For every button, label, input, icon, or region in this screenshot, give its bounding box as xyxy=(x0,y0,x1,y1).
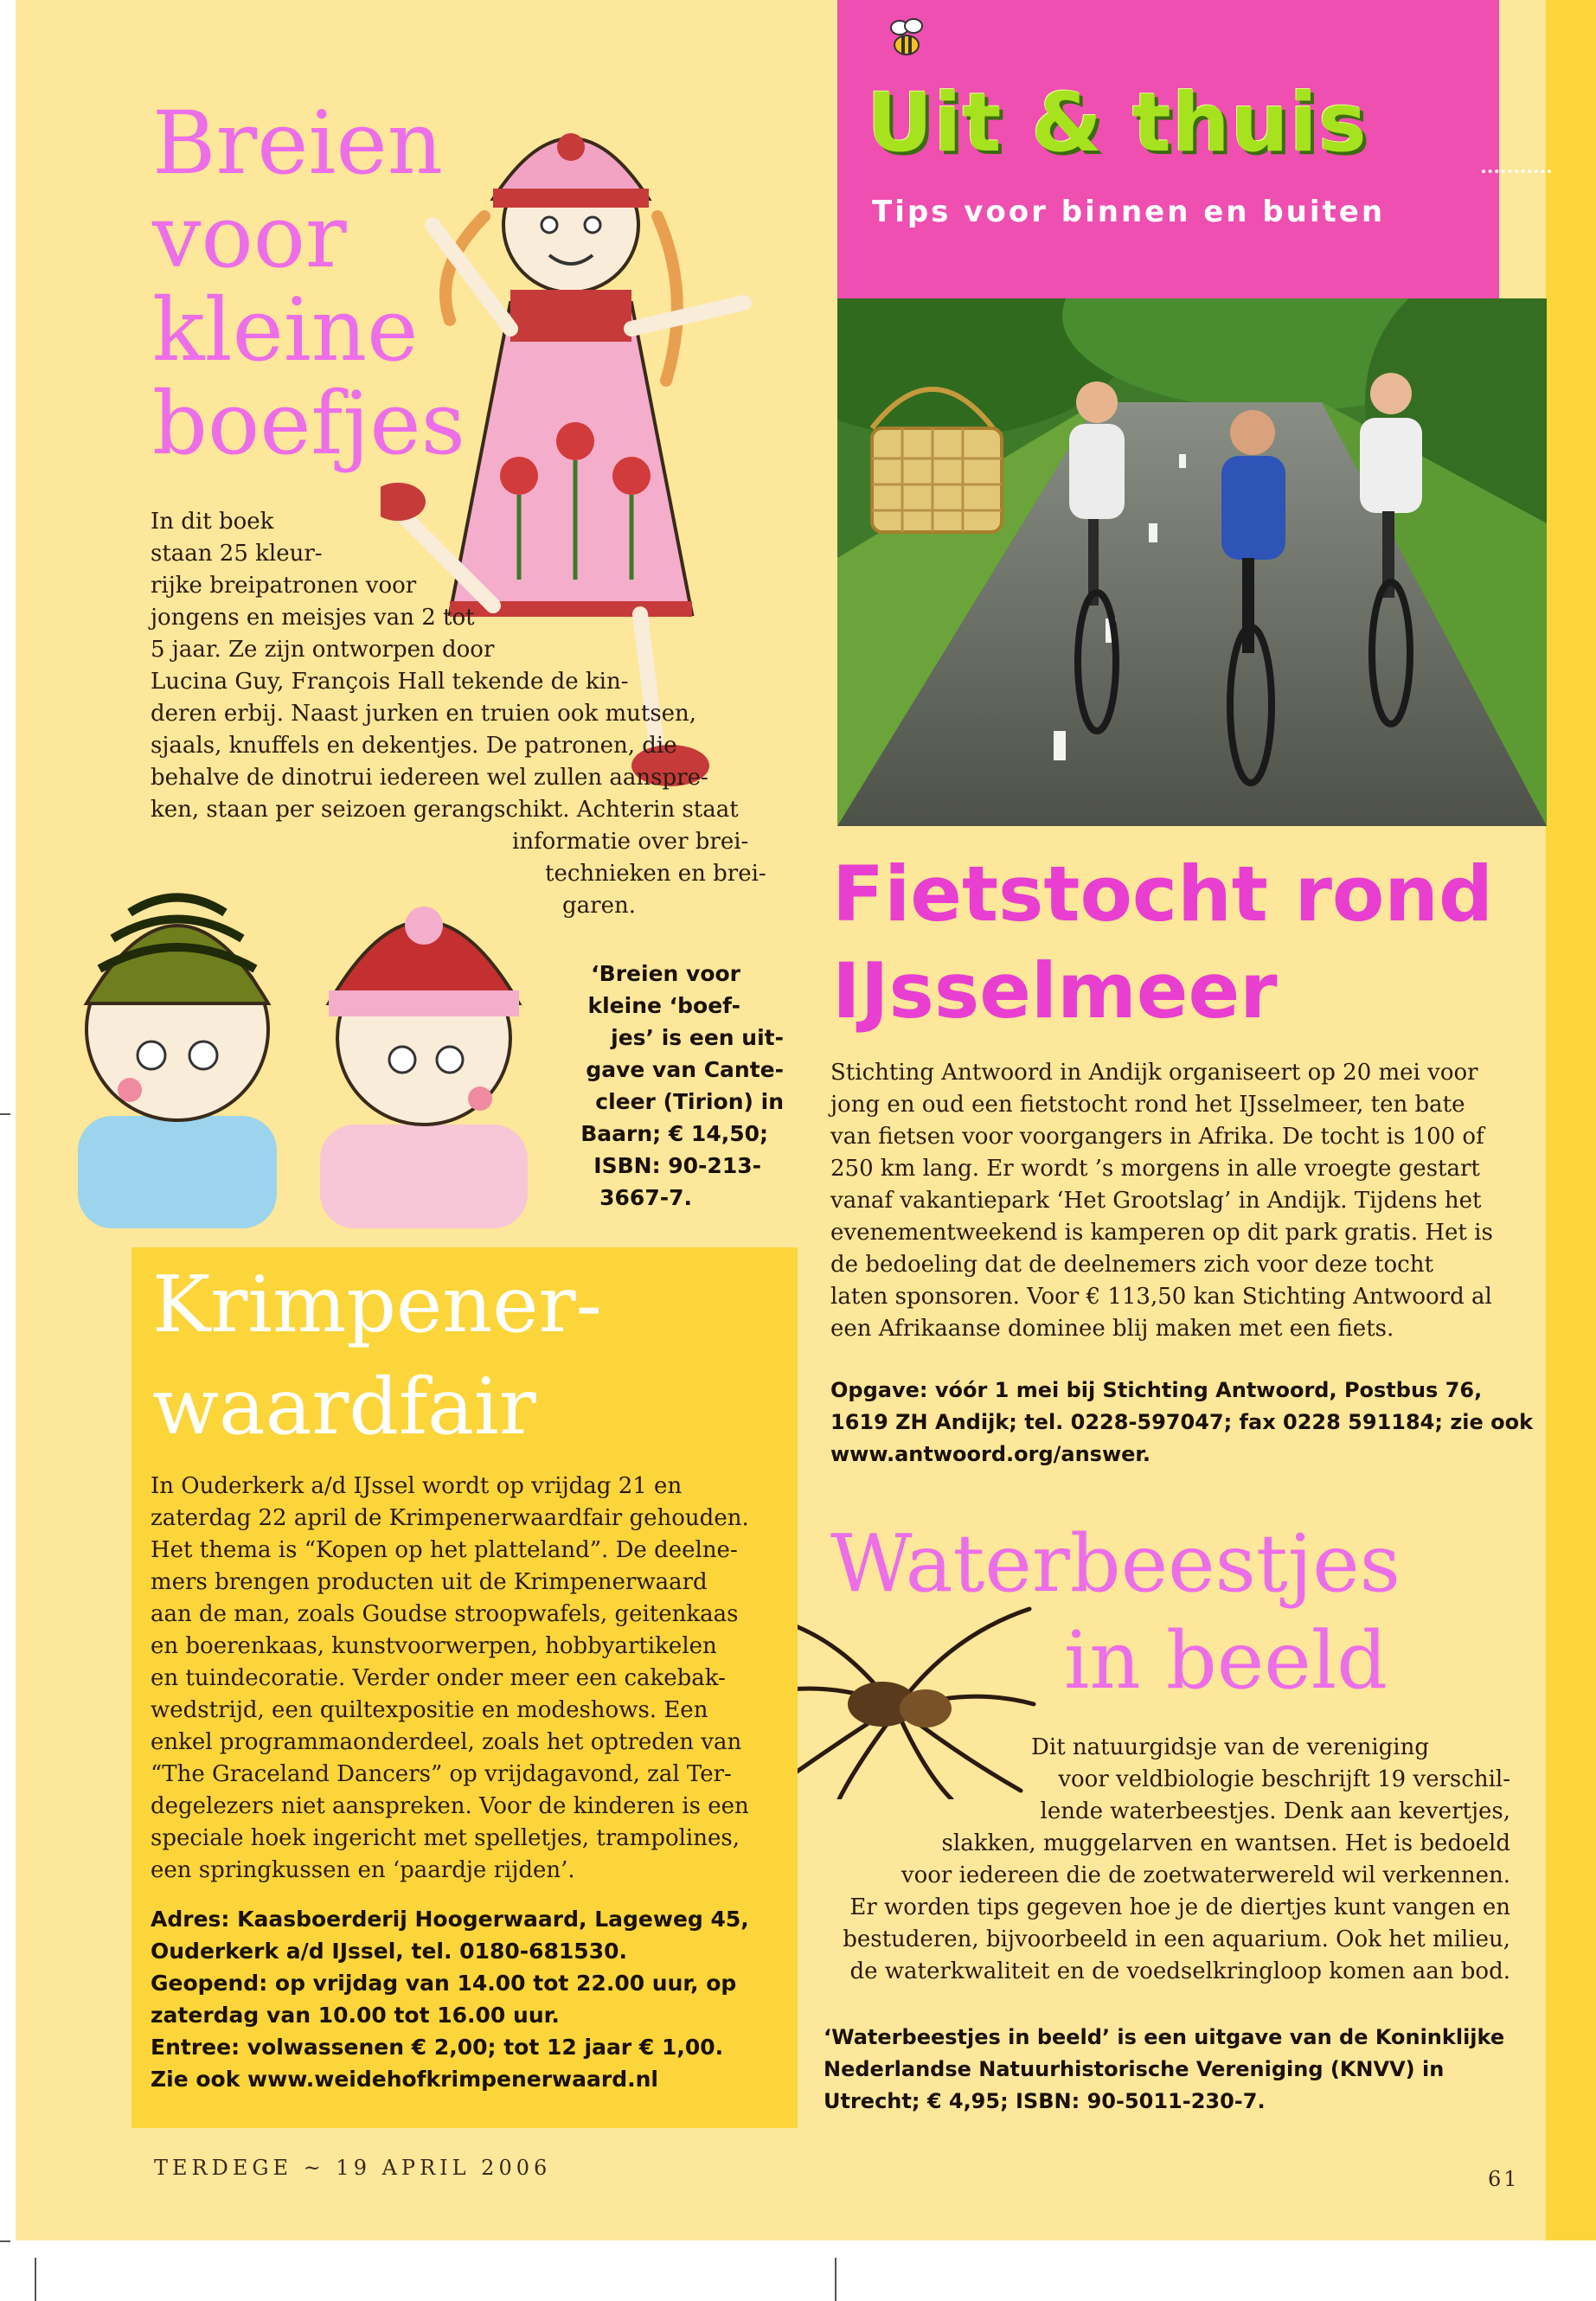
crop-mark xyxy=(35,2258,36,2301)
page-number: 61 xyxy=(1488,2167,1520,2191)
bee-icon xyxy=(881,12,933,64)
crop-mark xyxy=(0,2240,10,2242)
krimpener-title: Krimpener- waardfair xyxy=(152,1259,602,1452)
footer-magazine: TERDEGE ~ 19 APRIL 2006 xyxy=(154,2156,552,2180)
page-margin-left xyxy=(0,0,16,2301)
krimpener-body: In Ouderkerk a/d IJssel wordt op vrijdag 21 en zaterdag 22 april de Krimpenerwaardfair gehouden. Het thema is “Kopen op het platteland”. De deelne- mers brengen producten uit de Krimpenerwaard aan de man, zoals Goudse stroopwafels, geitenkaas en boerenkaas, kunstvoorwerpen, hobbyartikelen en tuindecoratie. Verder onder meer een cakebak- wedstrijd, een quiltexpositie en modeshows. Een enkel programmaonderdeel, zoals het optreden van “The Graceland Dancers” op vrijdagavond, zal Ter- degelezers niet aanspreken. Voor de kinderen is een speciale hoek ingericht met spelletjes, trampolines, een springkussen en ‘paardje rijden’. xyxy=(151,1473,749,1883)
waterbeestjes-title: Waterbeestjes in beeld xyxy=(830,1517,1401,1707)
waterbeestjes-body: Dit natuurgidsje van de vereniging voor veldbiologie beschrijft 19 verschil- lende waterbeestjes. Denk aan kevertjes, slakken, muggelarven en wantsen. Het is bedoeld voor iedereen die de zoetwaterwereld wil verkennen. Er worden tips gegeven hoe je de diertjes kunt vangen en bestuderen, bijvoorbeeld in een aquarium. Ook het milieu, de waterkwaliteit en de voedselkringloop komen aan bod. xyxy=(843,1734,1510,1984)
crop-mark xyxy=(0,1113,10,1115)
fietstocht-info: Opgave: vóór 1 mei bij Stichting Antwoord, Postbus 76, 1619 ZH Andijk; tel. 0228-597047; fax 0228 591184; zie ook www.antwoord.org/answer. xyxy=(830,1378,1534,1466)
fietstocht-body: Stichting Antwoord in Andijk organiseert op 20 mei voor jong en oud een fietstocht rond het IJsselmeer, ten bate van fietsen voor voorgangers in Afrika. De tocht is 100 of 250 km lang. Er wordt ’s morgens in alle vroegte gestart vanaf vakantiepark ‘Het Grootslag’ in Andijk. Tijdens het evenementweekend is kamperen op dit park gratis. Het is de bedoeling dat de deelnemers zich voor deze tocht laten sponsoren. Voor € 113,50 kan Stichting Antwoord al een Afrikaanse dominee blij maken met een fiets. xyxy=(830,1060,1493,1342)
fietstocht-title: Fietstocht rond IJsselmeer xyxy=(832,849,1493,1035)
brand-title: Uit & thuis xyxy=(867,76,1368,170)
breien-body: In dit boek staan 25 kleur- rijke breipatronen voor jongens en meisjes van 2 tot 5 jaar. Ze zijn ontworpen door Lucina Guy, François Hall tekende de kin- deren erbij. Naast jurken en truien ook mutsen, sjaals, knuffels en dekentjes. De patronen, die behalve de dinotrui iedereen wel zullen aanspre- ken, staan per seizoen gerangschikt. Achterin staat informatie over brei- technieken en brei- garen. xyxy=(151,509,766,919)
crop-mark xyxy=(835,2258,836,2301)
brand-subtitle: Tips voor binnen en buiten xyxy=(872,195,1386,229)
waterbeestjes-info: ‘Waterbeestjes in beeld’ is een uitgave van de Koninklijke Nederlandse Natuurhistorische Vereniging (KNVV) in Utrecht; € 4,95; ISBN: 90-5011-230-7. xyxy=(824,2025,1505,2113)
section-header xyxy=(837,0,1499,298)
right-color-strip xyxy=(1546,0,1596,2240)
dotted-rule xyxy=(1482,170,1551,173)
cyclists-photo xyxy=(837,298,1547,826)
breien-title: Breien voor kleine boefjes xyxy=(152,93,465,474)
breien-info: ‘Breien voor kleine ‘boef- jes’ is een uit- gave van Cante- cleer (Tirion) in Baarn; € 14,50; ISBN: 90-213- 3667-7. xyxy=(580,961,784,1210)
page-margin-bottom xyxy=(0,2240,1596,2301)
krimpener-info: Adres: Kaasboerderij Hoogerwaard, Lageweg 45, Ouderkerk a/d IJssel, tel. 0180-681530. Geopend: op vrijdag van 14.00 tot 22.00 uur, op zaterdag van 10.00 tot 16.00 uur. Entree: volwassenen € 2,00; tot 12 jaar € 1,00. Zie ook www.weidehofkrimpenerwaard.nl xyxy=(151,1907,749,2092)
